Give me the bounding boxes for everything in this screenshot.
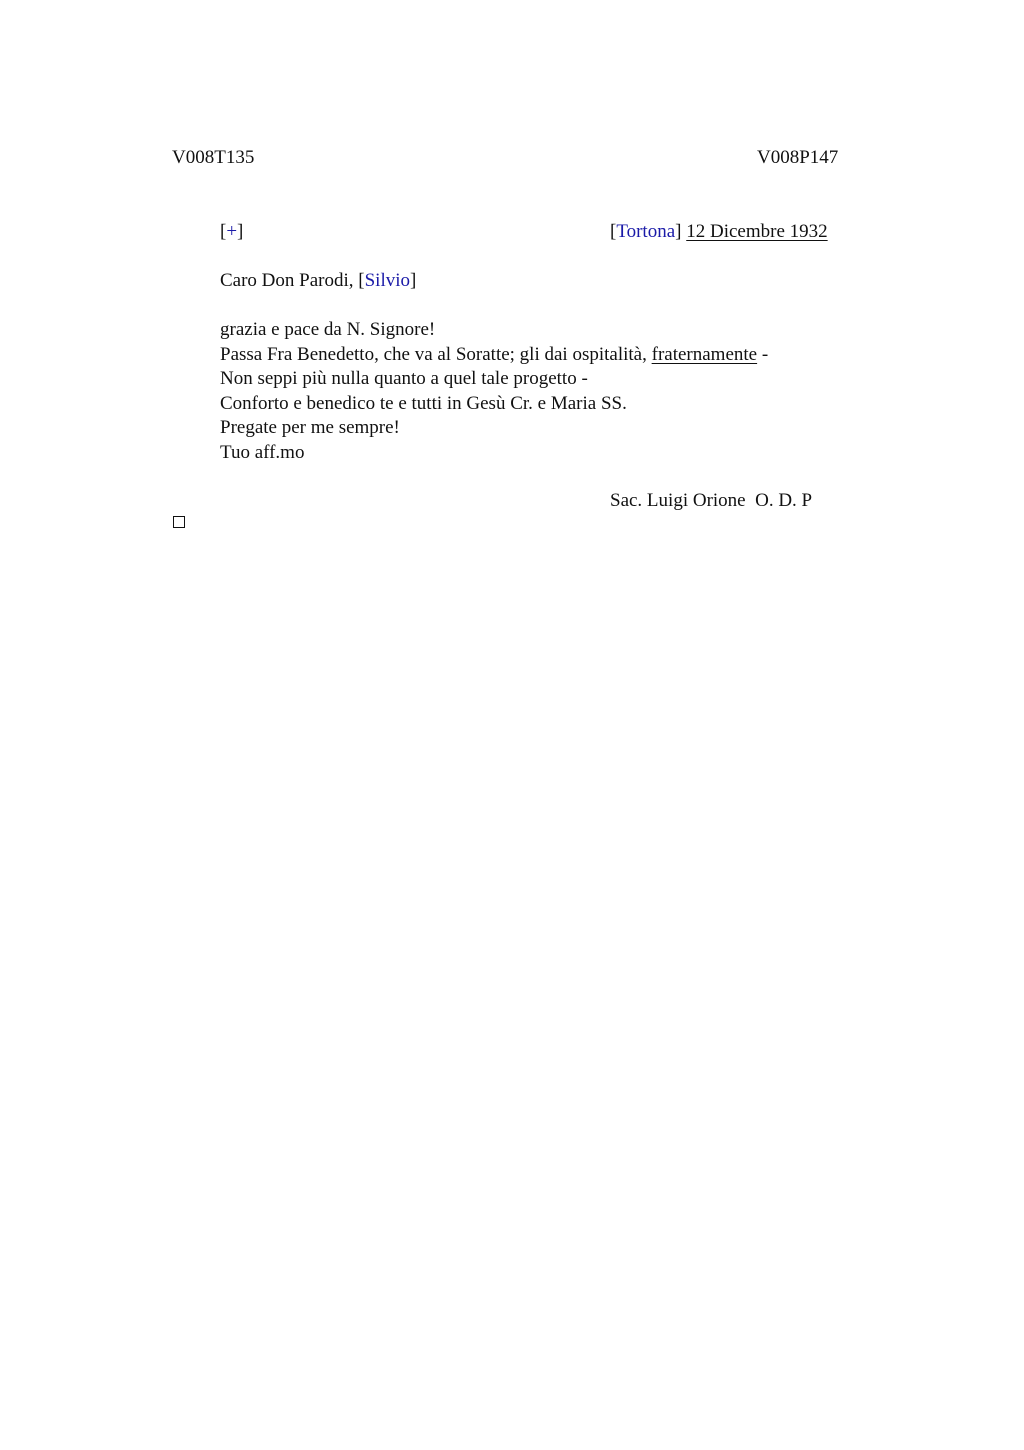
greeting-line: grazia e pace da N. Signore!: [220, 319, 436, 340]
signature: Sac. Luigi Orione O. D. P: [610, 490, 813, 511]
place-date: [610, 221, 828, 243]
salutation-text: Caro Don Parodi,: [220, 270, 359, 291]
recipient-first-name: Silvio: [364, 270, 410, 291]
salutation: [220, 270, 416, 292]
letter-date: 12 Dicembre 1932: [686, 221, 828, 242]
bracket-close: ]: [410, 270, 417, 291]
body-line-text: Passa Fra Benedetto, che va al Soratte; gli dai ospitalità,: [220, 343, 652, 365]
bracket-open: [: [358, 270, 365, 291]
letter-body: [220, 318, 768, 465]
underlined-word: fraternamente: [651, 343, 758, 365]
bracket-close: ]: [237, 221, 244, 242]
end-of-document-box: [173, 516, 185, 528]
body-line: Conforto e benedico te e tutti in Gesù Cr. e Maria SS.: [220, 392, 627, 414]
body-line-dash: -: [757, 343, 769, 365]
cross-mark: [220, 221, 243, 243]
document-code-left: V008T135: [172, 147, 255, 168]
document-code-right: V008P147: [757, 147, 839, 168]
body-line: Pregate per me sempre!: [220, 417, 400, 438]
body-line: [220, 343, 768, 368]
cross-symbol: +: [226, 221, 238, 242]
place-name: Tortona: [616, 221, 676, 242]
bracket-open: [: [610, 221, 617, 242]
closing-line: Tuo aff.mo: [220, 441, 305, 463]
bracket-open: [: [220, 221, 227, 242]
body-line: Non seppi più nulla quanto a quel tale progetto -: [220, 368, 588, 389]
bracket-close: ]: [675, 221, 682, 242]
